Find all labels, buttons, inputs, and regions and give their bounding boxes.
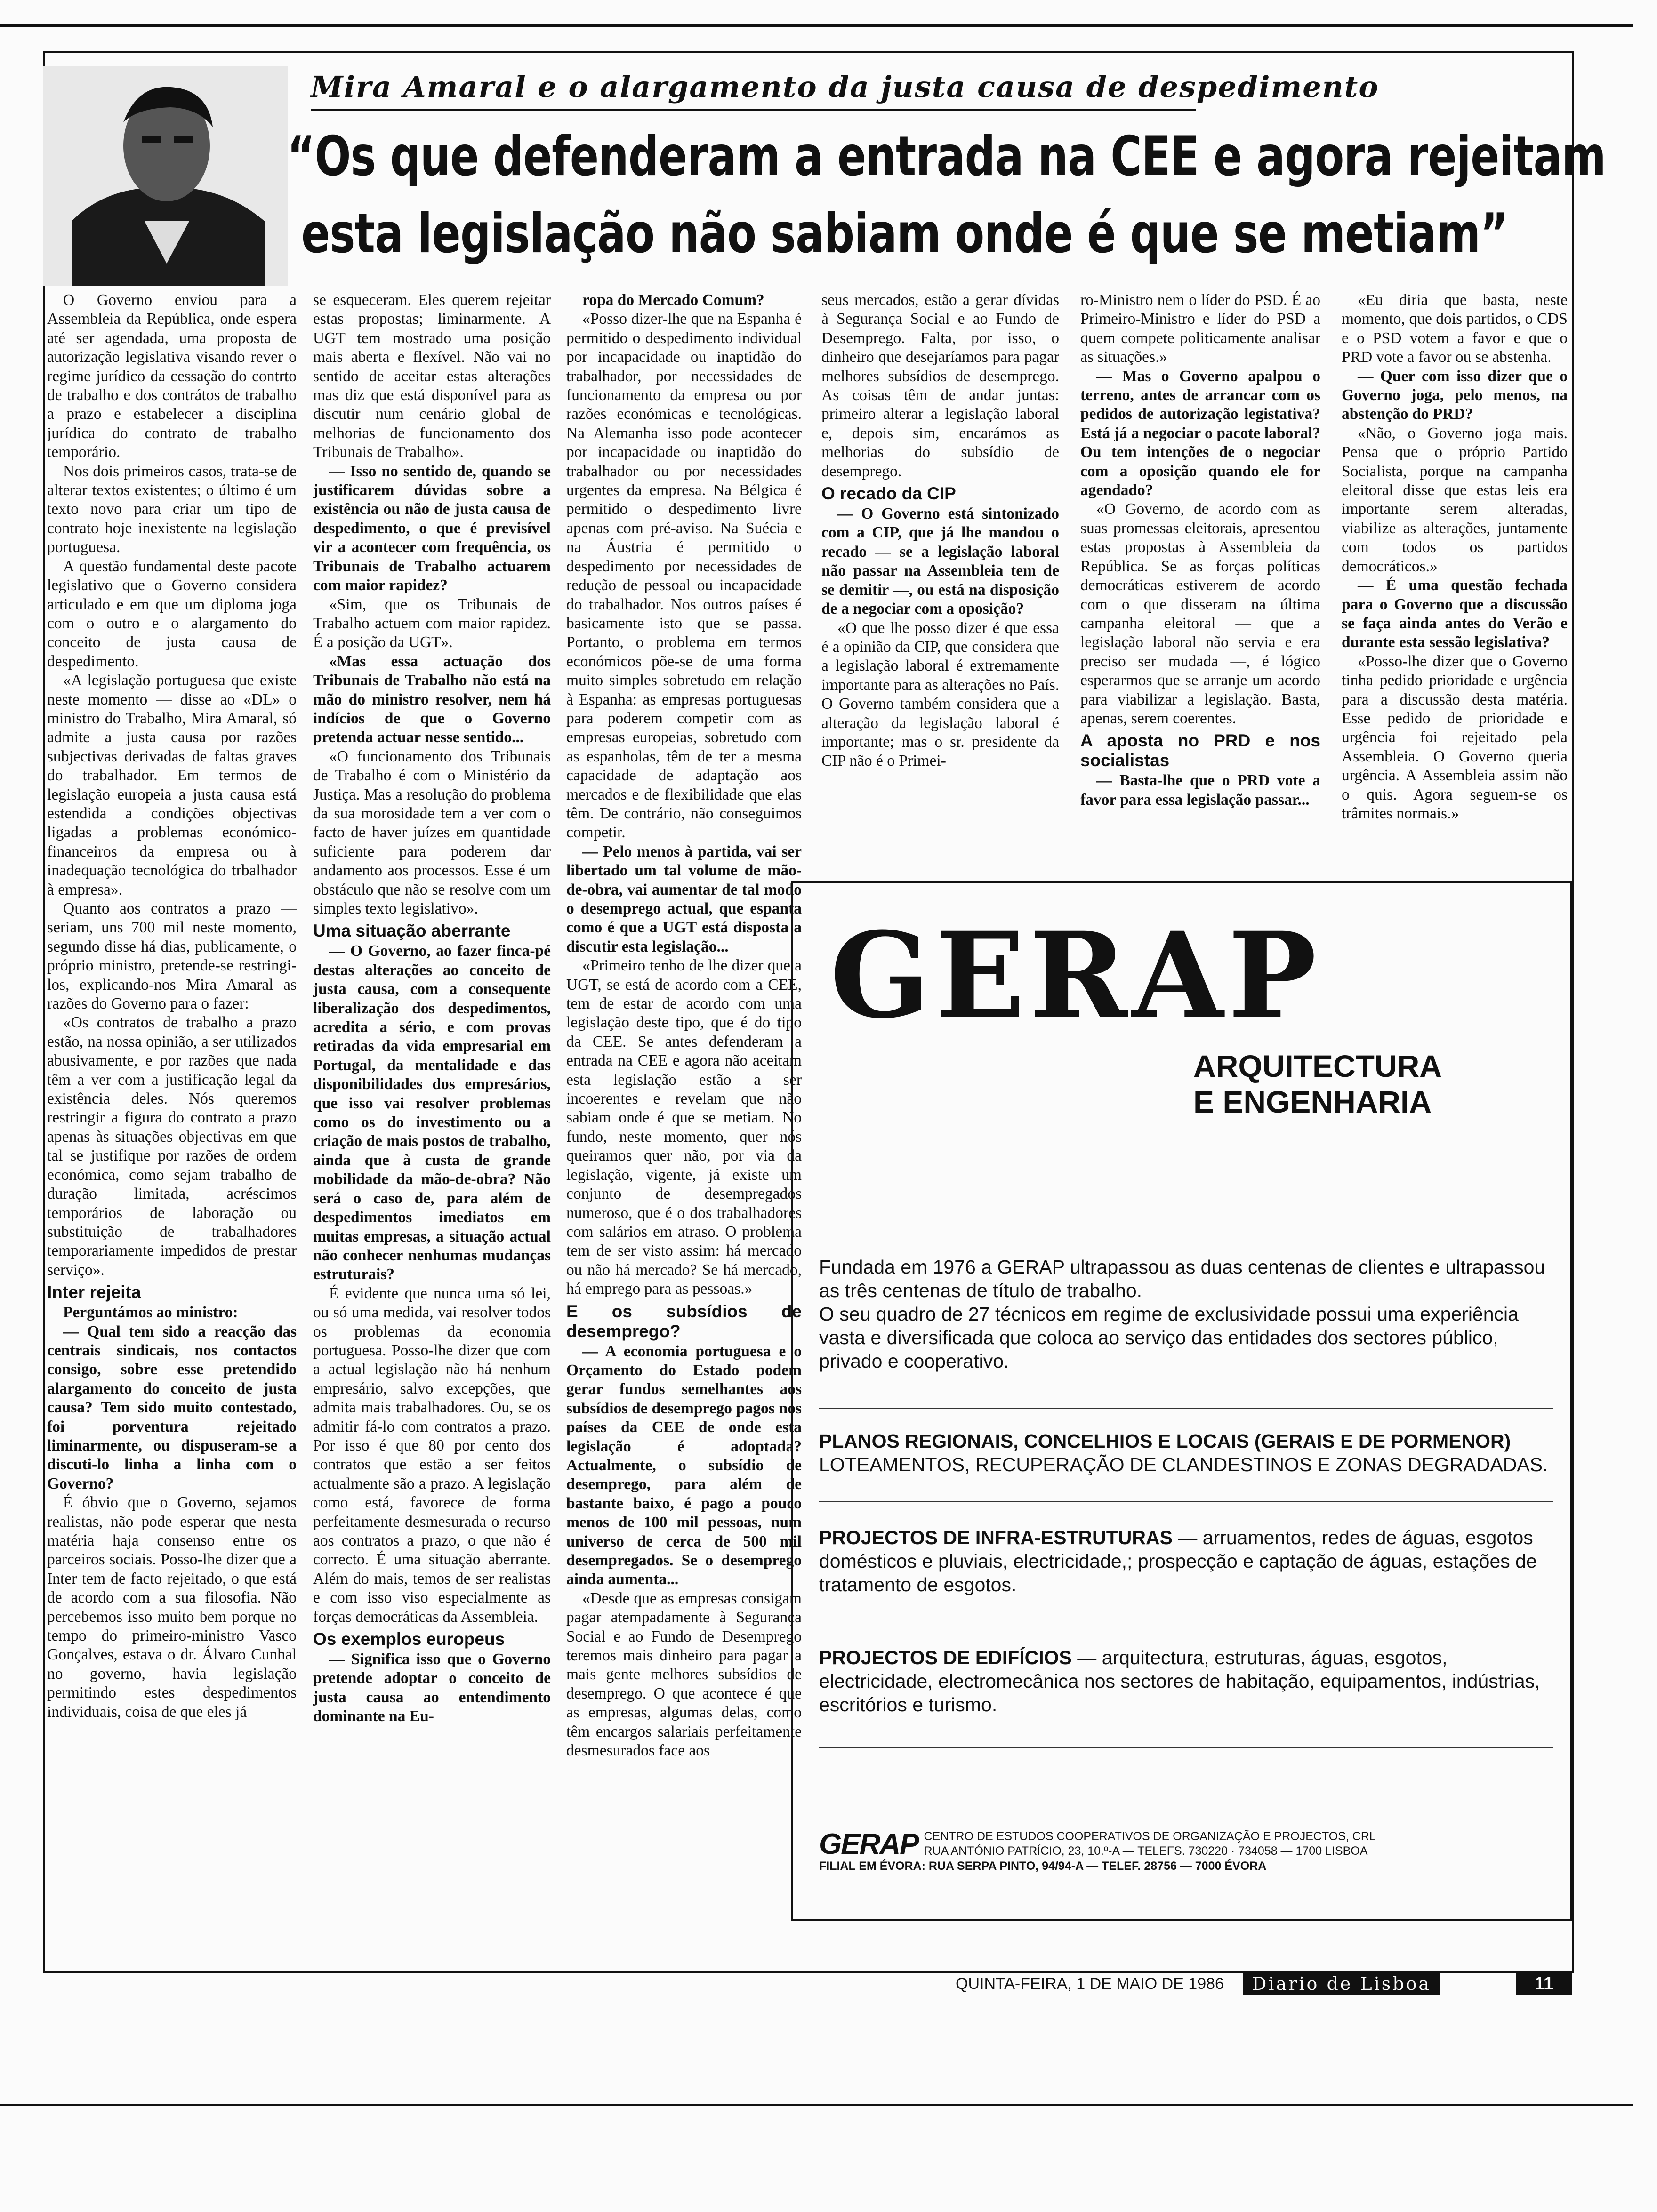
paragraph: ro-Ministro nem o líder do PSD. É ao Primeiro-Ministro e líder do PSD a quem compete politicamente analisar as situações.» xyxy=(1080,291,1320,366)
frame-rule-left xyxy=(43,51,45,1973)
ad-footer-line-2: RUA ANTÓNIO PATRÍCIO, 23, 10.º-A — TELEFS. 730220 · 734058 — 1700 LISBOA xyxy=(924,1844,1368,1858)
paragraph: «Não, o Governo joga mais. Pensa que o próprio Partido Socialista, porque na campanha eleitoral disse que estas leis era importante serem alteradas, viabilize as alterações, juntamente com todos os partidos democráticos.» xyxy=(1342,424,1568,575)
ad-section-planos-body: LOTEAMENTOS, RECUPERAÇÃO DE CLANDESTINOS E ZONAS DEGRADADAS. xyxy=(819,1454,1548,1475)
paragraph: — Pelo menos à partida, vai ser libertado um tal volume de mão-de-obra, vai aumentar de tal modo o desemprego actual, que espanta como é que a UGT está disposta a discutir esta legislação... xyxy=(566,842,802,955)
section-subhead: Os exemplos europeus xyxy=(313,1629,505,1649)
article-column-6 xyxy=(1342,291,1568,874)
ad-section-infra-title: PROJECTOS DE INFRA-ESTRUTURAS xyxy=(819,1527,1173,1548)
section-subhead: O recado da CIP xyxy=(821,484,956,504)
top-border-rule xyxy=(0,24,1633,27)
article-kicker: Mira Amaral e o alargamento da justa causa de despedimento xyxy=(311,70,1379,104)
ad-intro-paragraph-1: Fundada em 1976 a GERAP ultrapassou as duas centenas de clientes e ultrapassou as três centenas de título de trabalho. xyxy=(819,1256,1545,1301)
ad-subtitle-line-2: E ENGENHARIA xyxy=(1193,1084,1432,1119)
paragraph: Perguntámos ao ministro: xyxy=(63,1304,238,1322)
ad-subtitle xyxy=(1193,1048,1442,1120)
paragraph: ropa do Mercado Comum? xyxy=(582,291,764,309)
paragraph: — A economia portuguesa e o Orçamento do Estado podem gerar fundos semelhantes aos subsídios de desemprego pagos nos países da CEE de onde esta legislação é adoptada? Actualmente, o subsídio de desemprego, para além de bastante baixo, é pago a pouco menos de 100 mil pessoas, num universo de cerca de 500 mil desempregados. Se o desemprego ainda aumenta... xyxy=(566,1342,802,1588)
paragraph: «Desde que as empresas consigam pagar atempadamente à Segurança Social e ao Fundo de Desemprego teremos mais dinheiro para pagar a mais gente melhores subsídios de desemprego. O que acontece é que as empresas, algumas delas, como têm encargos salariais perfeitamente desmesurados face aos xyxy=(566,1589,802,1760)
ad-divider-2 xyxy=(819,1501,1553,1502)
paragraph: «Mas essa actuação dos Tribunais de Trabalho não está na mão do ministro resolver, nem há indícios de que o Governo pretenda actuar nesse sentido... xyxy=(313,652,551,746)
headline-line-2: esta legislação não sabiam onde é que se metiam” xyxy=(301,202,1508,265)
article-column-1 xyxy=(47,291,297,1971)
paragraph: «Primeiro tenho de lhe dizer que a UGT, se está de acordo com a CEE, tem de estar de acordo com uma legislação deste tipo, que é do tipo da CEE. Se antes defenderam a entrada na CEE e agora não aceitam esta legislação estão a ser incoerentes e revelam que não sabiam onde é que se metiam. No fundo, neste momento, quer nós queiramos quer não, por via da legislação, vigente, já existe um conjunto de desempregados numeroso, que é o dos trabalhadores com salários em atraso. O problema tem de ser visto assim: há mercado ou não há mercado? Se há mercado, há emprego para as pessoas.» xyxy=(566,957,802,1298)
headline-line-1: “Os que defenderam a entrada na CEE e agora rejeitam xyxy=(287,125,1606,188)
ad-divider-1 xyxy=(819,1408,1553,1409)
paragraph: «O funcionamento dos Tribunais de Trabalho é com o Ministério da Justiça. Mas a resolução do problema da sua morosidade tem a ver com o facto de haver juízes em quantidade suficiente para poderem dar andamento aos processos. Esse é um obstáculo que não se resolve com um simples texto legislativo». xyxy=(313,747,551,917)
footer-masthead: Diario de Lisboa xyxy=(1243,1973,1440,1995)
paragraph: — Significa isso que o Governo pretende adoptar o conceito de justa causa ao entendimento dominante na Eu- xyxy=(313,1651,551,1725)
author-photo xyxy=(43,66,288,286)
section-subhead: Uma situação aberrante xyxy=(313,921,511,941)
ad-footer-line-3: FILIAL EM ÉVORA: RUA SERPA PINTO, 94/94-A — TELEF. 28756 — 7000 ÉVORA xyxy=(819,1859,1267,1873)
ad-subtitle-line-1: ARQUITECTURA xyxy=(1193,1049,1442,1083)
article-column-2 xyxy=(313,291,551,1971)
section-subhead: E os subsídios de desemprego? xyxy=(566,1301,802,1341)
gerap-advertisement xyxy=(791,881,1572,1921)
frame-rule-right xyxy=(1572,51,1574,1973)
frame-rule-top xyxy=(43,51,1574,53)
paragraph: — Mas o Governo apalpou o terreno, antes de arrancar com os pedidos de autorização legistativa? Está já a negociar o pacote laboral? Ou tem intenções de o negociar com a oposição quando ele for agendado? xyxy=(1080,367,1320,499)
ad-footer-logo: GERAP xyxy=(819,1828,918,1860)
paragraph: «Os contratos de trabalho a prazo estão, na nossa opinião, a ser utilizados abusivamente, e por razões que nada têm a ver com a justificação legal da existência deles. Nós queremos restringir a figura do contrato a prazo apenas às situações objectivas em que tal se justifique por razões de ordem económica, como sejam trabalho de duração limitada, acréscimos temporários de laboração ou substituição de trabalhadores temporariamente impedidos de prestar serviço». xyxy=(47,1014,297,1279)
ad-section-infra xyxy=(819,1526,1553,1596)
ad-section-infra-body: — arruamentos, redes de águas, esgotos domésticos e pluviais, electricidade,; prospecção e captação de águas, estações de tratamento de esgotos. xyxy=(819,1527,1537,1595)
paragraph: Nos dois primeiros casos, trata-se de alterar textos existentes; o último é um texto novo para criar um tipo de contrato hoje inexistente na legislação portuguesa. xyxy=(47,462,297,556)
paragraph: — Qual tem sido a reacção das centrais sindicais, nos contactos consigo, sobre esse pretendido alargamento do conceito de justa causa? Tem sido muito contestado, foi porventura rejeitado liminarmente, ou dispuseram-se a discuti-lo linha a linha com o Governo? xyxy=(47,1322,297,1492)
section-subhead: Inter rejeita xyxy=(47,1282,141,1302)
ad-intro-paragraph-2: O seu quadro de 27 técnicos em regime de exclusividade possui uma experiência vasta e diversificada que coloca ao serviço das entidades dos sectores público, privado e cooperativo. xyxy=(819,1303,1519,1372)
paragraph: «Posso dizer-lhe que na Espanha é permitido o despedimento individual por incapacidade ou inaptidão do trabalhador, por necessidades de funcionamento da empresa ou por razões económicas e tecnológicas. Na Alemanha isso pode acontecer por incapacidade ou inaptidão do trabalhador ou por necessidades urgentes da empresa. Na Bélgica é permitido o despedimento livre apenas com pré-aviso. Na Suécia e na Áustria é permitido o despedimento por necessidades de redução de pessoal ou incapacidade do trabalhador. Nos outros países é basicamente isto que se passa. Portanto, o problema em termos económicos põe-se de uma forma muito simples sobretudo em relação à Espanha: as empresas portuguesas para poderem competir com as empresas europeias, sobretudo com as espanholas, têm de ter a mesma capacidade de adaptação aos mercados e de flexibilidade que elas têm. De contrário, não conseguimos competir. xyxy=(566,310,802,842)
paragraph: — Basta-lhe que o PRD vote a favor para essa legislação passar... xyxy=(1080,772,1320,809)
ad-footer xyxy=(819,1829,1376,1859)
article-column-3 xyxy=(566,291,802,1971)
footer-page-number: 11 xyxy=(1516,1973,1572,1995)
bottom-page-rule xyxy=(0,2104,1633,2106)
paragraph: seus mercados, estão a gerar dívidas à Segurança Social e ao Fundo de Desemprego. Falta, por isso, o dinheiro que desejaríamos para pagar melhores subsídios de desemprego. As coisas têm de andar juntas: primeiro alterar a legislação laboral e, depois sim, encarámos as melhorias do subsídio de desemprego. xyxy=(821,291,1059,480)
ad-section-planos-title: PLANOS REGIONAIS, CONCELHIOS E LOCAIS (GERAIS E DE PORMENOR) xyxy=(819,1430,1511,1452)
ad-section-edificios-body: — arquitectura, estruturas, águas, esgotos, electricidade, electromecânica nos sectores de habitação, equipamentos, indústrias, escritórios e turismo. xyxy=(819,1647,1540,1715)
article-column-4 xyxy=(821,291,1059,874)
ad-section-edificios-title: PROJECTOS DE EDIFÍCIOS xyxy=(819,1647,1072,1668)
ad-section-edificios xyxy=(819,1646,1553,1716)
paragraph: Quanto aos contratos a prazo — seriam, uns 700 mil neste momento, segundo disse há dias, publicamente, o próprio ministro, pretende-se restringi-los, explicando-nos Mira Amaral as razões do Governo para o fazer: xyxy=(47,900,297,1013)
paragraph: O Governo enviou para a Assembleia da República, onde espera até ser agendada, uma proposta de autorização legislativa visando rever o regime jurídico da cessação do contrto de trabalho e dos contrátos de trabalho a prazo e estabelecer a disciplina jurídica do contrato de trabalho temporário. xyxy=(47,291,297,461)
section-subhead: A aposta no PRD e nos socialistas xyxy=(1080,731,1320,770)
footer-date: QUINTA-FEIRA, 1 DE MAIO DE 1986 xyxy=(956,1975,1224,1993)
paragraph: — Isso no sentido de, quando se justificarem dúvidas sobre a existência ou não de justa causa de despedimento, o que é previsível vir a acontecer com frequência, os Tribunais de Trabalho actuarem com maior rapidez? xyxy=(313,462,551,594)
paragraph: É evidente que nunca uma só lei, ou só uma medida, vai resolver todos os problemas da economia portuguesa. Posso-lhe dizer que com a actual legislação não há nenhum empresário, salvo excepções, que admita mais trabalhadores. Ou, se os admitir fá-lo com contratos a prazo. Por isso é que 80 por cento dos contratos que estão a ser feitos actualmente são a prazo. A legislação como está, favorece de forma perfeitamente desmesurada o recurso aos contratos a prazo, o que não é correcto. É uma situação aberrante. Além do mais, temos de ser realistas e com isso viso especialmente as forças democráticas da Assembleia. xyxy=(313,1284,551,1626)
ad-divider-4 xyxy=(819,1747,1553,1748)
paragraph: — É uma questão fechada para o Governo que a discussão se faça ainda antes do Verão e durante esta sessão legislativa? xyxy=(1342,577,1568,651)
paragraph: «Eu diria que basta, neste momento, que dois partidos, o CDS e o PSD votem a favor e que o PRD vote a favor ou se abstenha. xyxy=(1342,291,1568,366)
article-column-5 xyxy=(1080,291,1320,874)
paragraph: — Quer com isso dizer que o Governo joga, pelo menos, na abstenção do PRD? xyxy=(1342,367,1568,423)
paragraph: «O Governo, de acordo com as suas promessas eleitorais, apresentou estas propostas à Assembleia da República. Se as forças políticas democráticas estiverem de acordo com o que disseram na última campanha eleitoral — que a legislação laboral não servia e era preciso ser mudada —, é lógico esperarmos que se arranje um acordo para viabilizar a legislação. Basta, apenas, serem coerentes. xyxy=(1080,500,1320,727)
ad-section-planos xyxy=(819,1429,1553,1476)
paragraph: — O Governo está sintonizado com a CIP, que já lhe mandou o recado — se a legislação laboral não passar na Assembleia tem de se demitir —, ou está na disposição de a negociar com a oposição? xyxy=(821,505,1059,618)
paragraph: «Sim, que os Tribunais de Trabalho actuem com maior rapidez. É a posição da UGT». xyxy=(313,595,551,651)
paragraph: A questão fundamental deste pacote legislativo que o Governo considera articulado e em que um diploma joga com o outro e o alargamento do conceito de justa causa de despedimento. xyxy=(47,557,297,670)
gerap-logo: GERAP xyxy=(830,906,1321,1044)
ad-intro xyxy=(819,1255,1553,1373)
ad-footer-line-1: CENTRO DE ESTUDOS COOPERATIVOS DE ORGANIZAÇÃO E PROJECTOS, CRL xyxy=(924,1830,1376,1843)
kicker-underline xyxy=(311,109,1196,111)
paragraph: É óbvio que o Governo, sejamos realistas, não pode esperar que nesta matéria haja consenso entre os parceiros sociais. Posso-lhe dizer que a Inter tem de facto rejeitado, o que está de acordo com a sua filosofia. Não percebemos isso muito bem porque no tempo do primeiro-ministro Vasco Gonçalves, estava o dr. Álvaro Cunhal no governo, havia legislação permitindo estes despedimentos individuais, coisa de que eles já xyxy=(47,1494,297,1721)
paragraph: «Posso-lhe dizer que o Governo tinha pedido prioridade e urgência para a discussão desta matéria. Esse pedido de prioridade e urgência foi rejeitado pela Assembleia. O Governo queria urgência. A Assembleia assim não o quis. Agora seguem-se os trâmites normais.» xyxy=(1342,652,1568,822)
paragraph: se esqueceram. Eles querem rejeitar estas propostas; liminarmente. A UGT tem mostrado uma posição mais aberta e flexível. Não vai no sentido de aceitar estas alterações mas diz que está disponível para as discutir num cenário global de melhorias de funcionamento dos Tribunais de Trabalho». xyxy=(313,291,551,461)
paragraph: «O que lhe posso dizer é que essa é a opinião da CIP, que considera que a legislação laboral é extremamente importante para as alterações no País. O Governo também considera que a alteração da legislação laboral é importante; mas o sr. presidente da CIP não é o Primei- xyxy=(821,619,1059,770)
paragraph: «A legislação portuguesa que existe neste momento — disse ao «DL» o ministro do Trabalho, Mira Amaral, só admite a justa causa por razões subjectivas derivadas de faltas graves do trabalhador. Em termos de legislação europeia a justa causa está estendida a condições objectivas ligadas a problemas económico-financeiros da empresa ou à inadequação tecnológica do trbalhador à empresa». xyxy=(47,672,297,898)
paragraph: — O Governo, ao fazer finca-pé destas alterações ao conceito de justa causa, com a consequente liberalização dos despedimentos, acredita a sério, e com provas retiradas da vida empresarial em Portugal, da mentalidade e das disponibilidades dos empresários, que isso vai resolver problemas como os do investimento ou a criação de mais postos de trabalho, ainda que à custa de grande mobilidade da mão-de-obra? Não será o caso de, para além de despedimentos imediatos em muitas empresas, a situação actual não conhecer nenhumas mudanças estruturais? xyxy=(313,942,551,1283)
